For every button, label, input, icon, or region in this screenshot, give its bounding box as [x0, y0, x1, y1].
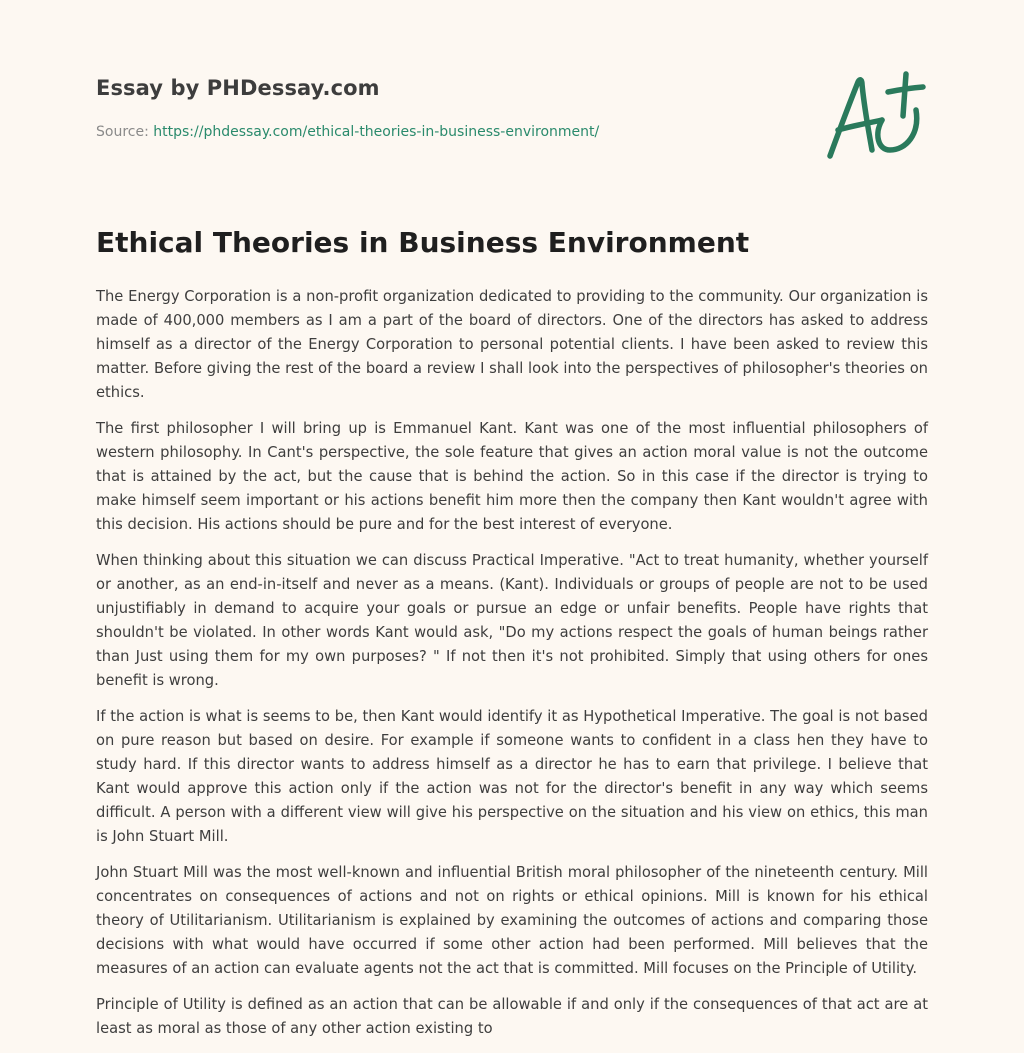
essay-body — [96, 285, 928, 1053]
logo-a-left-stroke — [830, 80, 872, 156]
site-brand: Essay by PHDessay.com — [96, 76, 380, 100]
source-label: Source: — [96, 124, 149, 140]
essay-paragraph: The Energy Corporation is a non-profit organization dedicated to providing to the community. Our organization is made of 400,000 members as I am a part of the board of directors. One of the directors has asked to address himself as a director of the Energy Corporation to personal potential clients. I have been asked to review this matter. Before giving the rest of the board a review I shall look into the perspectives of philosopher's theories on ethics. — [96, 288, 928, 401]
logo-plus-horizontal — [888, 87, 923, 92]
logo-plus-vertical — [903, 74, 906, 116]
logo-swash — [878, 110, 917, 150]
source-link[interactable]: https://phdessay.com/ethical-theories-in-business-environment/ — [153, 124, 600, 140]
essay-paragraph: When thinking about this situation we can discuss Practical Imperative. "Act to treat humanity, whether yourself or another, as an end-in-itself and never as a means. (Kant). Individuals or groups of people are not to be used unjustifiably in demand to acquire your goals or pursue an edge or unfair benefits. People have rights that shouldn't be violated. In other words Kant would ask, "Do my actions respect the goals of human beings rather than Just using them for my own purposes? " If not then it's not prohibited. Simply that using others for ones benefit is wrong. — [96, 552, 928, 689]
essay-paragraph: The first philosopher I will bring up is Emmanuel Kant. Kant was one of the most influential philosophers of western philosophy. In Cant's perspective, the sole feature that gives an action moral value is not the outcome that is attained by the act, but the cause that is behind the action. So in this case if the director is trying to make himself seem important or his actions benefit him more then the company then Kant wouldn't agree with this decision. His actions should be pure and for the best interest of everyone. — [96, 420, 928, 533]
essay-title: Ethical Theories in Business Environment — [96, 226, 750, 259]
a-plus-logo — [824, 68, 926, 164]
essay-paragraph: If the action is what is seems to be, then Kant would identify it as Hypothetical Imperative. The goal is not based on pure reason but based on desire. For example if someone wants to confident in a class hen they have to study hard. If this director wants to address himself as a director he has to earn that privilege. I believe that Kant would approve this action only if the action was not for the director's benefit in any way which seems difficult. A person with a different view will give his perspective on the situation and his view on ethics, this man is John Stuart Mill. — [96, 708, 928, 845]
essay-paragraph: John Stuart Mill was the most well-known and influential British moral philosopher of the nineteenth century. Mill concentrates on consequences of actions and not on rights or ethical opinions. Mill is known for his ethical theory of Utilitarianism. Utilitarianism is explained by examining the outcomes of actions and comparing those decisions with what would have occurred if some other action had been performed. Mill believes that the measures of an action can evaluate agents not the act that is committed. Mill focuses on the Principle of Utility. — [96, 864, 928, 977]
source-line — [96, 124, 599, 140]
essay-paragraph: Principle of Utility is defined as an action that can be allowable if and only if the consequences of that act are at least as moral as those of any other action existing to — [96, 996, 928, 1037]
